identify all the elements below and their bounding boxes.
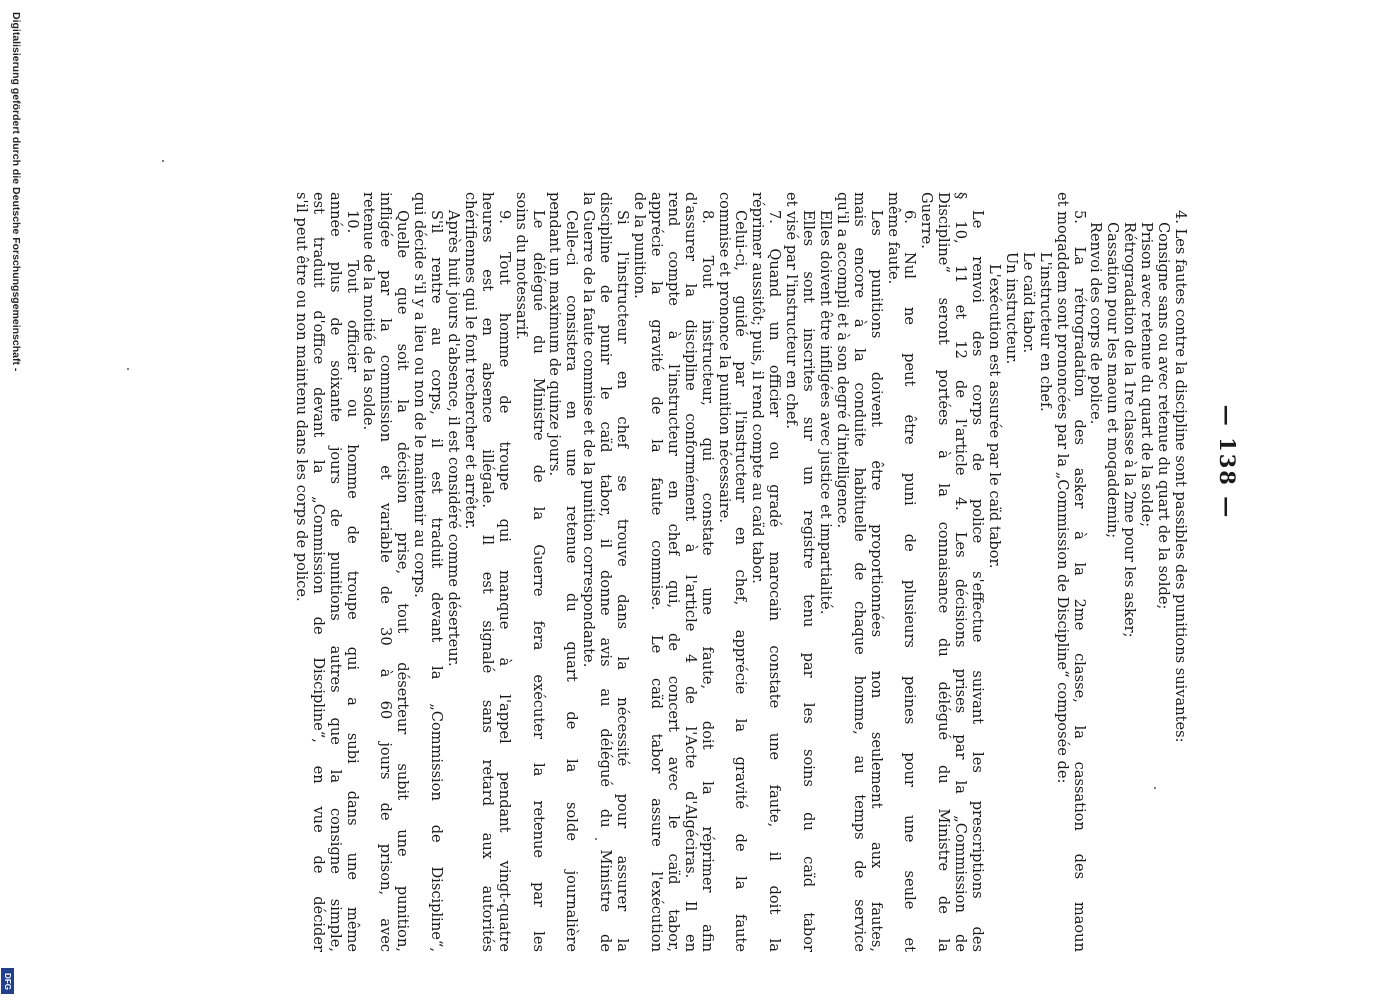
text-line: Un instructeur. <box>1002 252 1020 365</box>
text-line: Le renvoi des corps de police s'effectue suivant les prescriptions des <box>969 210 987 952</box>
text-line: Renvoi des corps de police. <box>1087 222 1105 425</box>
text-line: chérifiennes qui le font rechercher et arrêter. <box>461 192 479 530</box>
text-line: 4. Les fautes contre la discipline sont passibles des punitions suivantes: <box>1172 210 1189 743</box>
text-line: Celui-ci, guidé par l'instructeur en chef, apprécie la gravité de la faute <box>732 210 750 952</box>
footer-credit <box>10 6 30 994</box>
text-line: rend compte à l'instructeur en chef qui, de concert avec le caïd tabor, <box>664 192 682 952</box>
text-line: § 10, 11 et 12 de l'article 4. Les décisions prises par la „Commission de <box>952 192 970 952</box>
text-line: qui décide s'il y a lieu ou non de le maintenir au corps. <box>411 192 429 598</box>
text-line: est traduit d'office devant la „Commission de Discipline“, en vue de décider <box>309 192 327 952</box>
text-line: retenue de la moitié de la solde. <box>360 192 378 431</box>
scan-speck <box>162 160 164 162</box>
text-line: qu'il a accompli et à son degré d'intelligence. <box>833 192 851 529</box>
text-line: 9. Tout homme de troupe qui manque à l'appel pendant vingt-quatre <box>495 210 513 952</box>
text-line: S'il rentre au corps, il est traduit devant la „Commission de Discipline“, <box>428 210 446 952</box>
text-line: 6. Nul ne peut être puni de plusieurs peines pour une seule et <box>901 210 919 952</box>
text-line: Les punitions doivent être proportionnées non seulement aux fautes, <box>867 210 885 952</box>
text-line: Consigne sans ou avec retenue du quart de la solde; <box>1155 222 1173 610</box>
text-line: 5. La rétrogradation des asker à la 2me classe, la cassation des maoun <box>1070 210 1088 952</box>
text-line: 8. Tout instructeur, qui constate une faute, doit la réprimer afin <box>698 210 716 952</box>
text-line: s'il peut être ou non maintenu dans les corps de police. <box>292 192 310 602</box>
dfg-logo <box>1 968 14 994</box>
text-line: Elles doivent être infligées avec justice et impartialité. <box>816 210 834 615</box>
body-text <box>292 192 1188 952</box>
text-line: Le délégué du Ministre de la Guerre fera exécuter la retenue par les <box>529 210 547 952</box>
scan-speck <box>595 838 597 840</box>
scan-speck <box>127 368 129 370</box>
text-line: L'exécution est assurée par le caïd tabor. <box>986 264 1004 569</box>
text-line: Si l'instructeur en chef se trouve dans la nécessité pour assurer la <box>614 210 632 952</box>
scan-speck <box>1154 787 1156 789</box>
text-line: de la punition. <box>631 192 648 299</box>
text-line: réprimer aussitôt; puis, il rend compte au caïd tabor. <box>749 192 767 584</box>
text-line: discipline de punir le caïd tabor, il donne avis au délégué du Ministre de <box>597 192 615 952</box>
text-line: Après huit jours d'absence, il est considéré comme déserteur. <box>445 210 463 667</box>
text-line: Elles sont inscrites sur un registre tenu par les soins du caïd tabor <box>800 210 818 952</box>
page-number: — 138 — <box>1215 404 1240 520</box>
text-line: et moqaddem sont prononcées par la „Commission de Discipline“ composée de: <box>1053 192 1071 784</box>
text-line: soins du motessarif. <box>512 192 530 340</box>
text-line: Cassation pour les maoun et moqaddemin; <box>1104 222 1122 539</box>
text-line: commise et prononce la punition nécessaire. <box>715 192 733 523</box>
text-line: Rétrogradation de la 1re classe à la 2me pour les asker; <box>1121 222 1139 638</box>
text-line: la Guerre de la faute commise et de la punition correspondante. <box>580 192 598 668</box>
text-line: d'assurer la discipline conformément à l'article 4 de l'Acte d'Algéciras. Il en <box>681 192 699 952</box>
text-line: pendant un maximum de quinze jours. <box>546 192 564 477</box>
text-line: Celle-ci consistera en une retenue du quart de la solde journalière <box>563 210 581 952</box>
text-line: année plus de soixante jours de punitions autres que la consigne simple, <box>326 192 344 952</box>
text-line: Prison avec retenue du quart de la solde; <box>1138 222 1156 528</box>
text-line: 7. Quand un officier ou gradé marocain constate une faute, il doit la <box>766 210 784 952</box>
text-line: Quelle que soit la décision prise, tout déserteur subit une punition, <box>394 210 412 952</box>
text-line: heures est en absence illégale. Il est signalé sans retard aux autorités <box>478 192 496 952</box>
text-line: 10. Tout officier ou homme de troupe qui a subi dans une même <box>343 210 361 952</box>
rotated-page <box>168 82 1248 952</box>
text-line: infligée par la commission et variable de 30 à 60 jours de prison, avec <box>377 192 395 952</box>
text-line: et visé par l'instructeur en chef. <box>783 192 801 430</box>
dfg-logo-text: DFG <box>3 972 13 990</box>
text-line: Le caïd tabor. <box>1019 252 1037 354</box>
text-line: Discipline“ seront portées à la connaisance du délégué du Ministre de la <box>935 192 953 952</box>
text-line: même faute. <box>884 192 902 285</box>
footer-credit-text: Digitalisierung gefördert durch die Deutsche Forschungsgemeinschaft - <box>10 12 22 372</box>
text-line: mais encore à la conduite habituelle de chaque homme, au temps de service <box>850 192 868 952</box>
text-line: Guerre. <box>918 192 936 249</box>
text-line: apprécie la gravité de la faute commise. Le caïd tabor assure l'exécution <box>647 192 665 952</box>
text-line: L'instructeur en chef. <box>1036 252 1054 412</box>
